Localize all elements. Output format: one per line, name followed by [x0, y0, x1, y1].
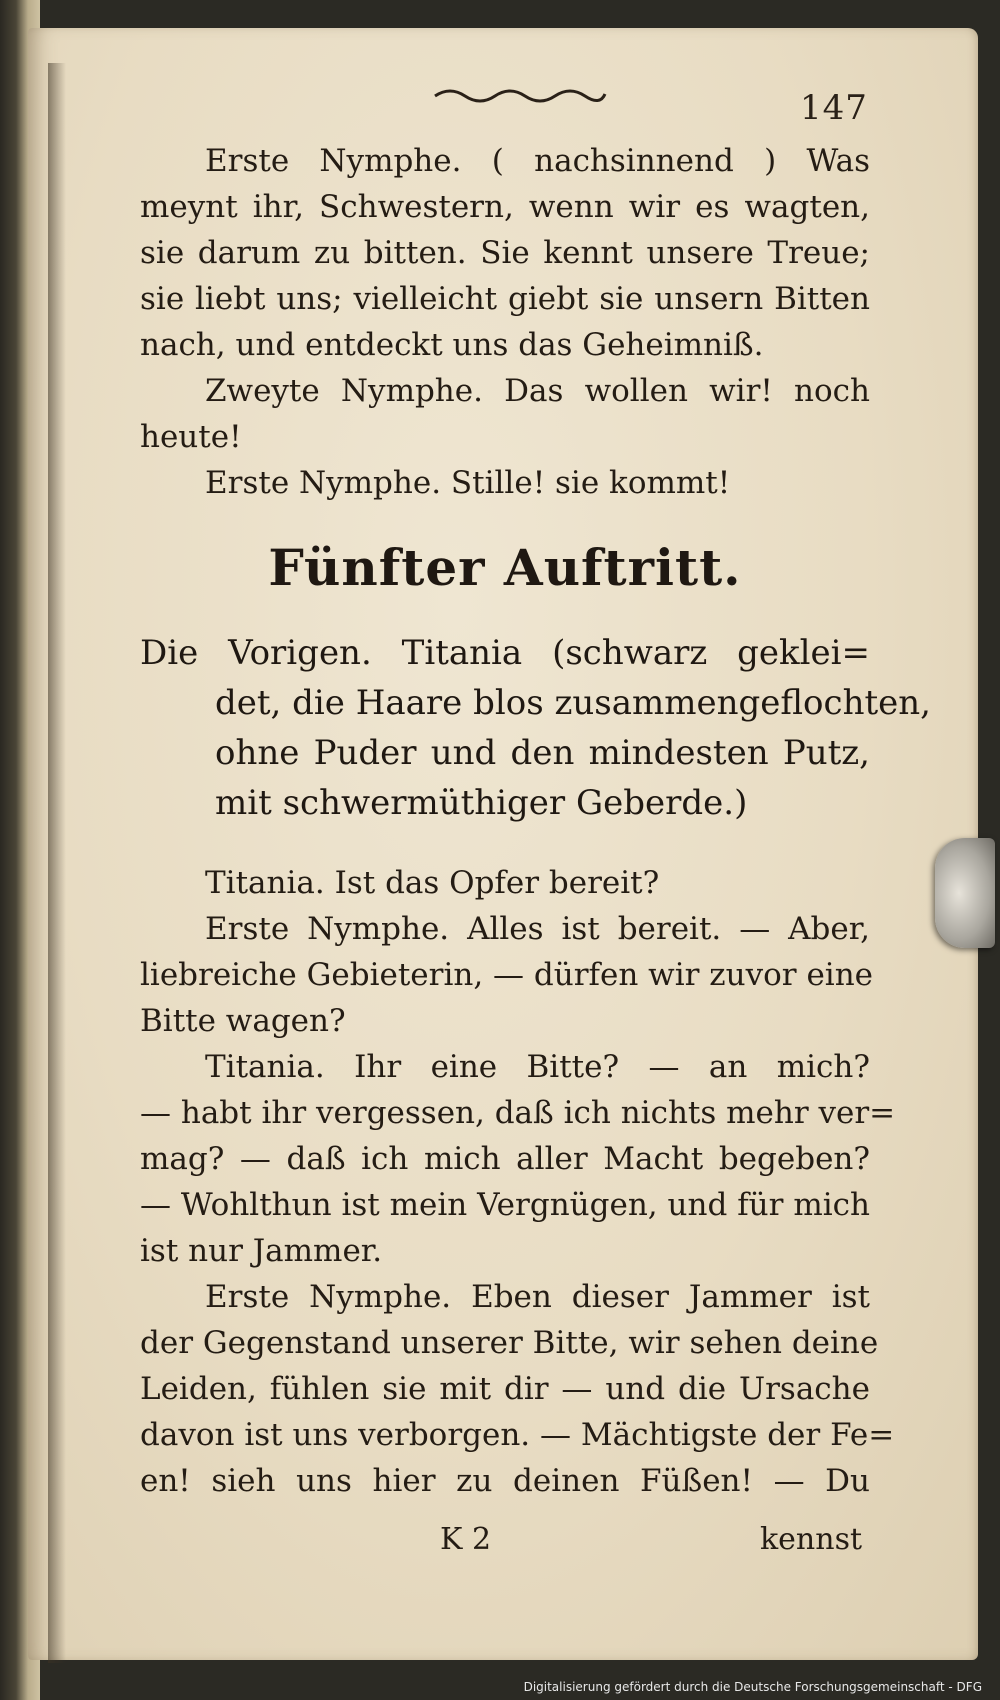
text-line: Leiden, fühlen sie mit dir — und die Ursache — [140, 1371, 870, 1407]
text-line: der Gegenstand unserer Bitte, wir sehen deine — [140, 1325, 879, 1361]
text-line: Zweyte Nymphe. Das wollen wir! noch — [205, 373, 870, 409]
text-line: Erste Nymphe. Alles ist bereit. — Aber, — [205, 911, 870, 947]
text-line: Bitte wagen? — [140, 1003, 346, 1039]
stage-direction — [140, 628, 931, 828]
text-line: ist nur Jammer. — [140, 1233, 383, 1269]
text-line: Erste Nymphe. ( nachsinnend ) Was — [205, 143, 870, 179]
stage-direction-line: Die Vorigen. Titania (schwarz geklei= — [140, 633, 870, 673]
text-line: sie darum zu bitten. Sie kennt unsere Treue; — [140, 235, 870, 271]
page-number: 147 — [800, 88, 868, 128]
stage-direction-line: mit schwermüthiger Geberde.) — [215, 783, 748, 823]
dialogue-top — [140, 138, 870, 506]
stage-direction-line: det, die Haare blos zusammengeflochten, — [215, 683, 931, 723]
text-line: — habt ihr vergessen, daß ich nichts mehr ver= — [140, 1095, 896, 1131]
text-line: Erste Nymphe. Stille! sie kommt! — [205, 465, 731, 501]
text-line: mag? — daß ich mich aller Macht begeben? — [140, 1141, 870, 1177]
text-line: liebreiche Gebieterin, — dürfen wir zuvor eine — [140, 957, 874, 993]
scene-heading: Fünfter Auftritt. — [268, 538, 742, 597]
text-line: Erste Nymphe. Eben dieser Jammer ist — [205, 1279, 870, 1315]
text-line: sie liebt uns; vielleicht giebt sie unsern Bitten — [140, 281, 870, 317]
text-line: meynt ihr, Schwestern, wenn wir es wagten, — [140, 189, 870, 225]
page-gutter-shadow — [48, 63, 66, 1663]
text-line: Titania. Ihr eine Bitte? — an mich? — [205, 1049, 870, 1085]
stage-direction-line: ohne Puder und den mindesten Putz, — [215, 733, 870, 773]
catchword: kennst — [760, 1522, 863, 1557]
text-line: Titania. Ist das Opfer bereit? — [205, 865, 660, 901]
text-line: — Wohlthun ist mein Vergnügen, und für mich — [140, 1187, 870, 1223]
signature-mark: K 2 — [440, 1522, 492, 1557]
text-line: heute! — [140, 419, 242, 455]
text-line: nach, und entdeckt uns das Geheimniß. — [140, 327, 764, 363]
digitization-credit: Digitalisierung gefördert durch die Deutsche Forschungsgemeinschaft - DFG — [523, 1680, 982, 1694]
header-ornament — [430, 82, 610, 108]
text-line: en! sieh uns hier zu deinen Füßen! — Du — [140, 1463, 870, 1499]
text-line: davon ist uns verborgen. — Mächtigste der Fe= — [140, 1417, 895, 1453]
dialogue-bottom — [140, 860, 896, 1504]
page-clip — [935, 838, 995, 948]
